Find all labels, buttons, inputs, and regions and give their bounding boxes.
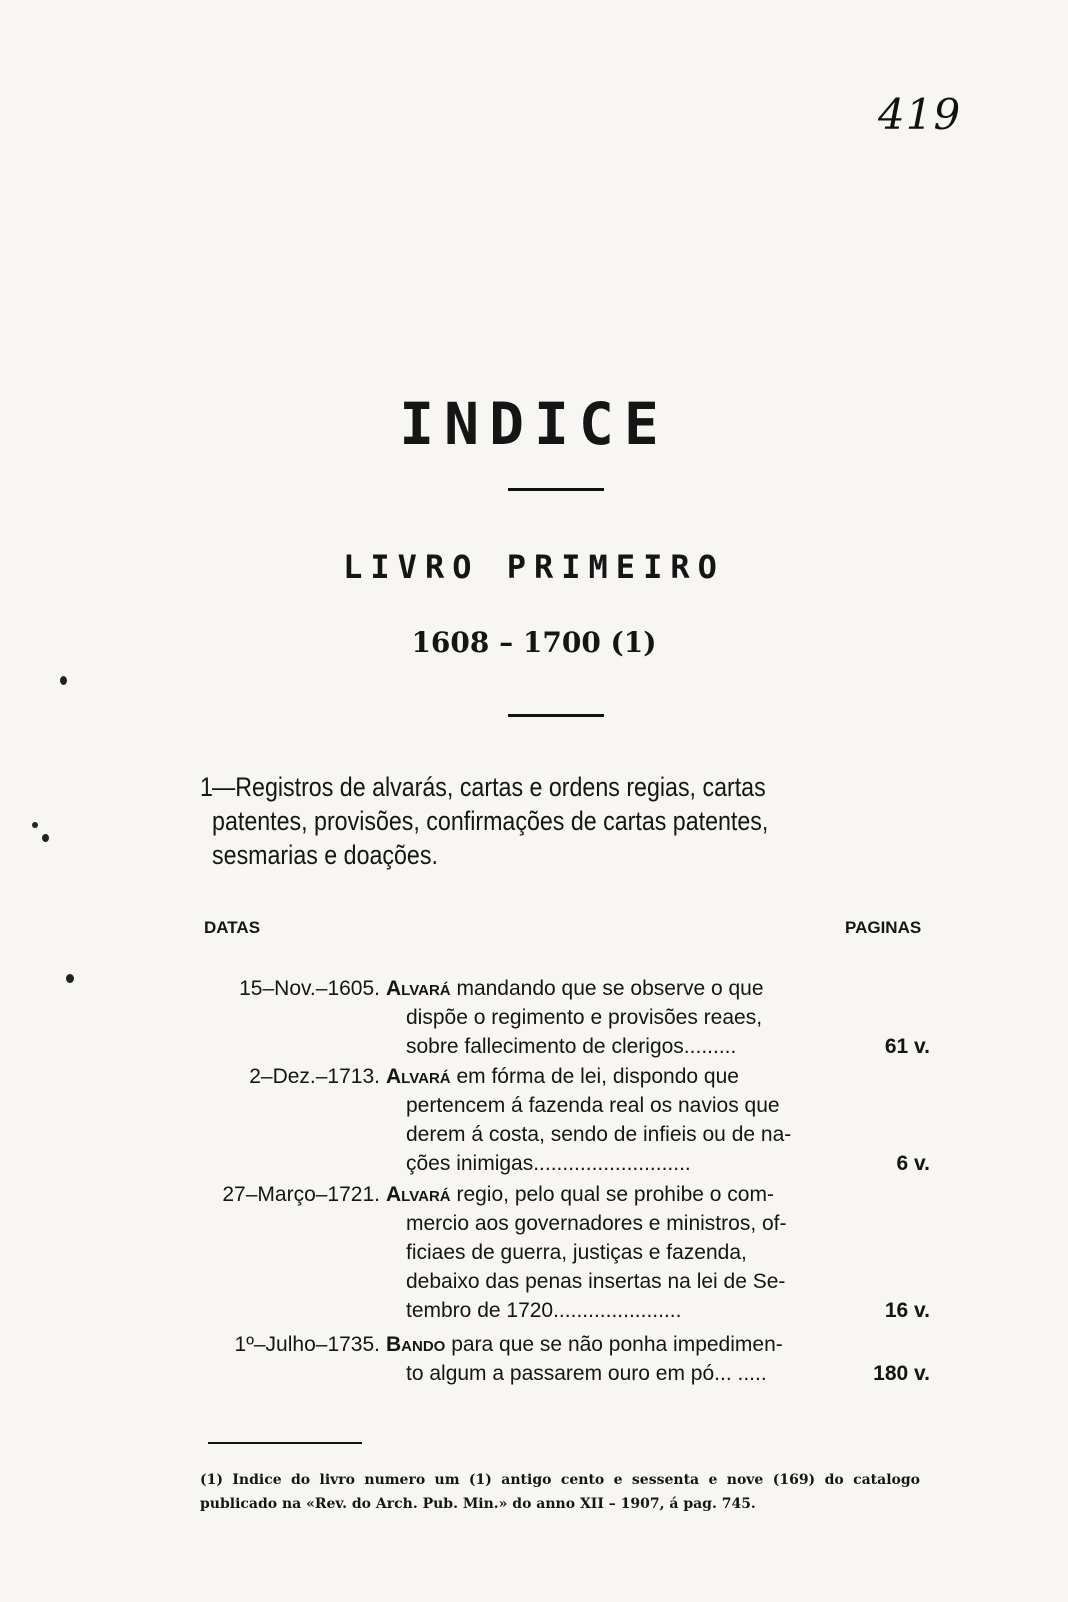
section-text: —Registros de alvarás, cartas e ordens regias, cartas patentes, provisões, confirmações de cartas patentes, sesmarias e doações. [212, 772, 769, 870]
entry-page: 61 v. [884, 1035, 930, 1058]
title-rule [508, 488, 604, 491]
entry-keyword: Alvará [386, 1065, 451, 1088]
pages-column-header: PAGINAS [845, 918, 922, 937]
entry-keyword: Alvará [386, 977, 451, 1000]
scan-speck [32, 822, 38, 828]
entry-page: 16 v. [884, 1299, 930, 1322]
entry-page: 6 v. [896, 1152, 930, 1175]
index-entry [200, 1180, 930, 1330]
footnote-rule [208, 1442, 362, 1444]
entry-description: Alvará em fórma de lei, dispondo que pertencem á fazenda real os navios que derem á costa, sendo de infieis ou de na- ções inimigas........................... [386, 1065, 792, 1175]
section-number: 1 [200, 772, 213, 802]
entry-date: 15–Nov.–1605. [239, 977, 380, 1000]
index-entry [200, 1062, 930, 1182]
entry-keyword: Bando [386, 1333, 446, 1356]
index-entry [200, 974, 930, 1064]
entry-page: 180 v. [873, 1362, 930, 1385]
scan-speck [60, 676, 67, 685]
entry-description: Alvará regio, pelo qual se prohibe o com- mercio aos governadores e ministros, of- ficiaes de guerra, justiças e fazenda, debaixo das penas insertas na lei de Se- tembro de 1720...................... [386, 1183, 787, 1322]
entry-date: 2–Dez.–1713. [249, 1065, 380, 1088]
years-rule [508, 714, 604, 717]
book-years: 1608 – 1700 (1) [411, 626, 657, 659]
index-entry [200, 1330, 930, 1394]
section-heading [200, 770, 819, 872]
entry-date: 27–Março–1721. [222, 1183, 380, 1206]
scan-speck [66, 974, 74, 983]
book-title: LIVRO PRIMEIRO [343, 548, 725, 586]
page-title: INDICE [399, 390, 669, 458]
entry-description: Alvará mandando que se observe o que dispõe o regimento e provisões reaes, sobre fallecimento de clerigos......... [386, 977, 764, 1058]
page-number: 419 [878, 90, 962, 139]
entry-keyword: Alvará [386, 1183, 451, 1206]
entry-date: 1º–Julho–1735. [234, 1333, 380, 1356]
dates-column-header: DATAS [204, 918, 261, 937]
entry-description: Bando para que se não ponha impedimen- to algum a passarem ouro em pó... ..... [386, 1333, 783, 1385]
scan-speck [42, 834, 49, 842]
footnote: (1) Indice do livro numero um (1) antigo cento e sessenta e nove (169) do catalogo publicado na «Rev. do Arch. Pub. Min.» do anno XII – 1907, á pag. 745. [200, 1472, 920, 1512]
